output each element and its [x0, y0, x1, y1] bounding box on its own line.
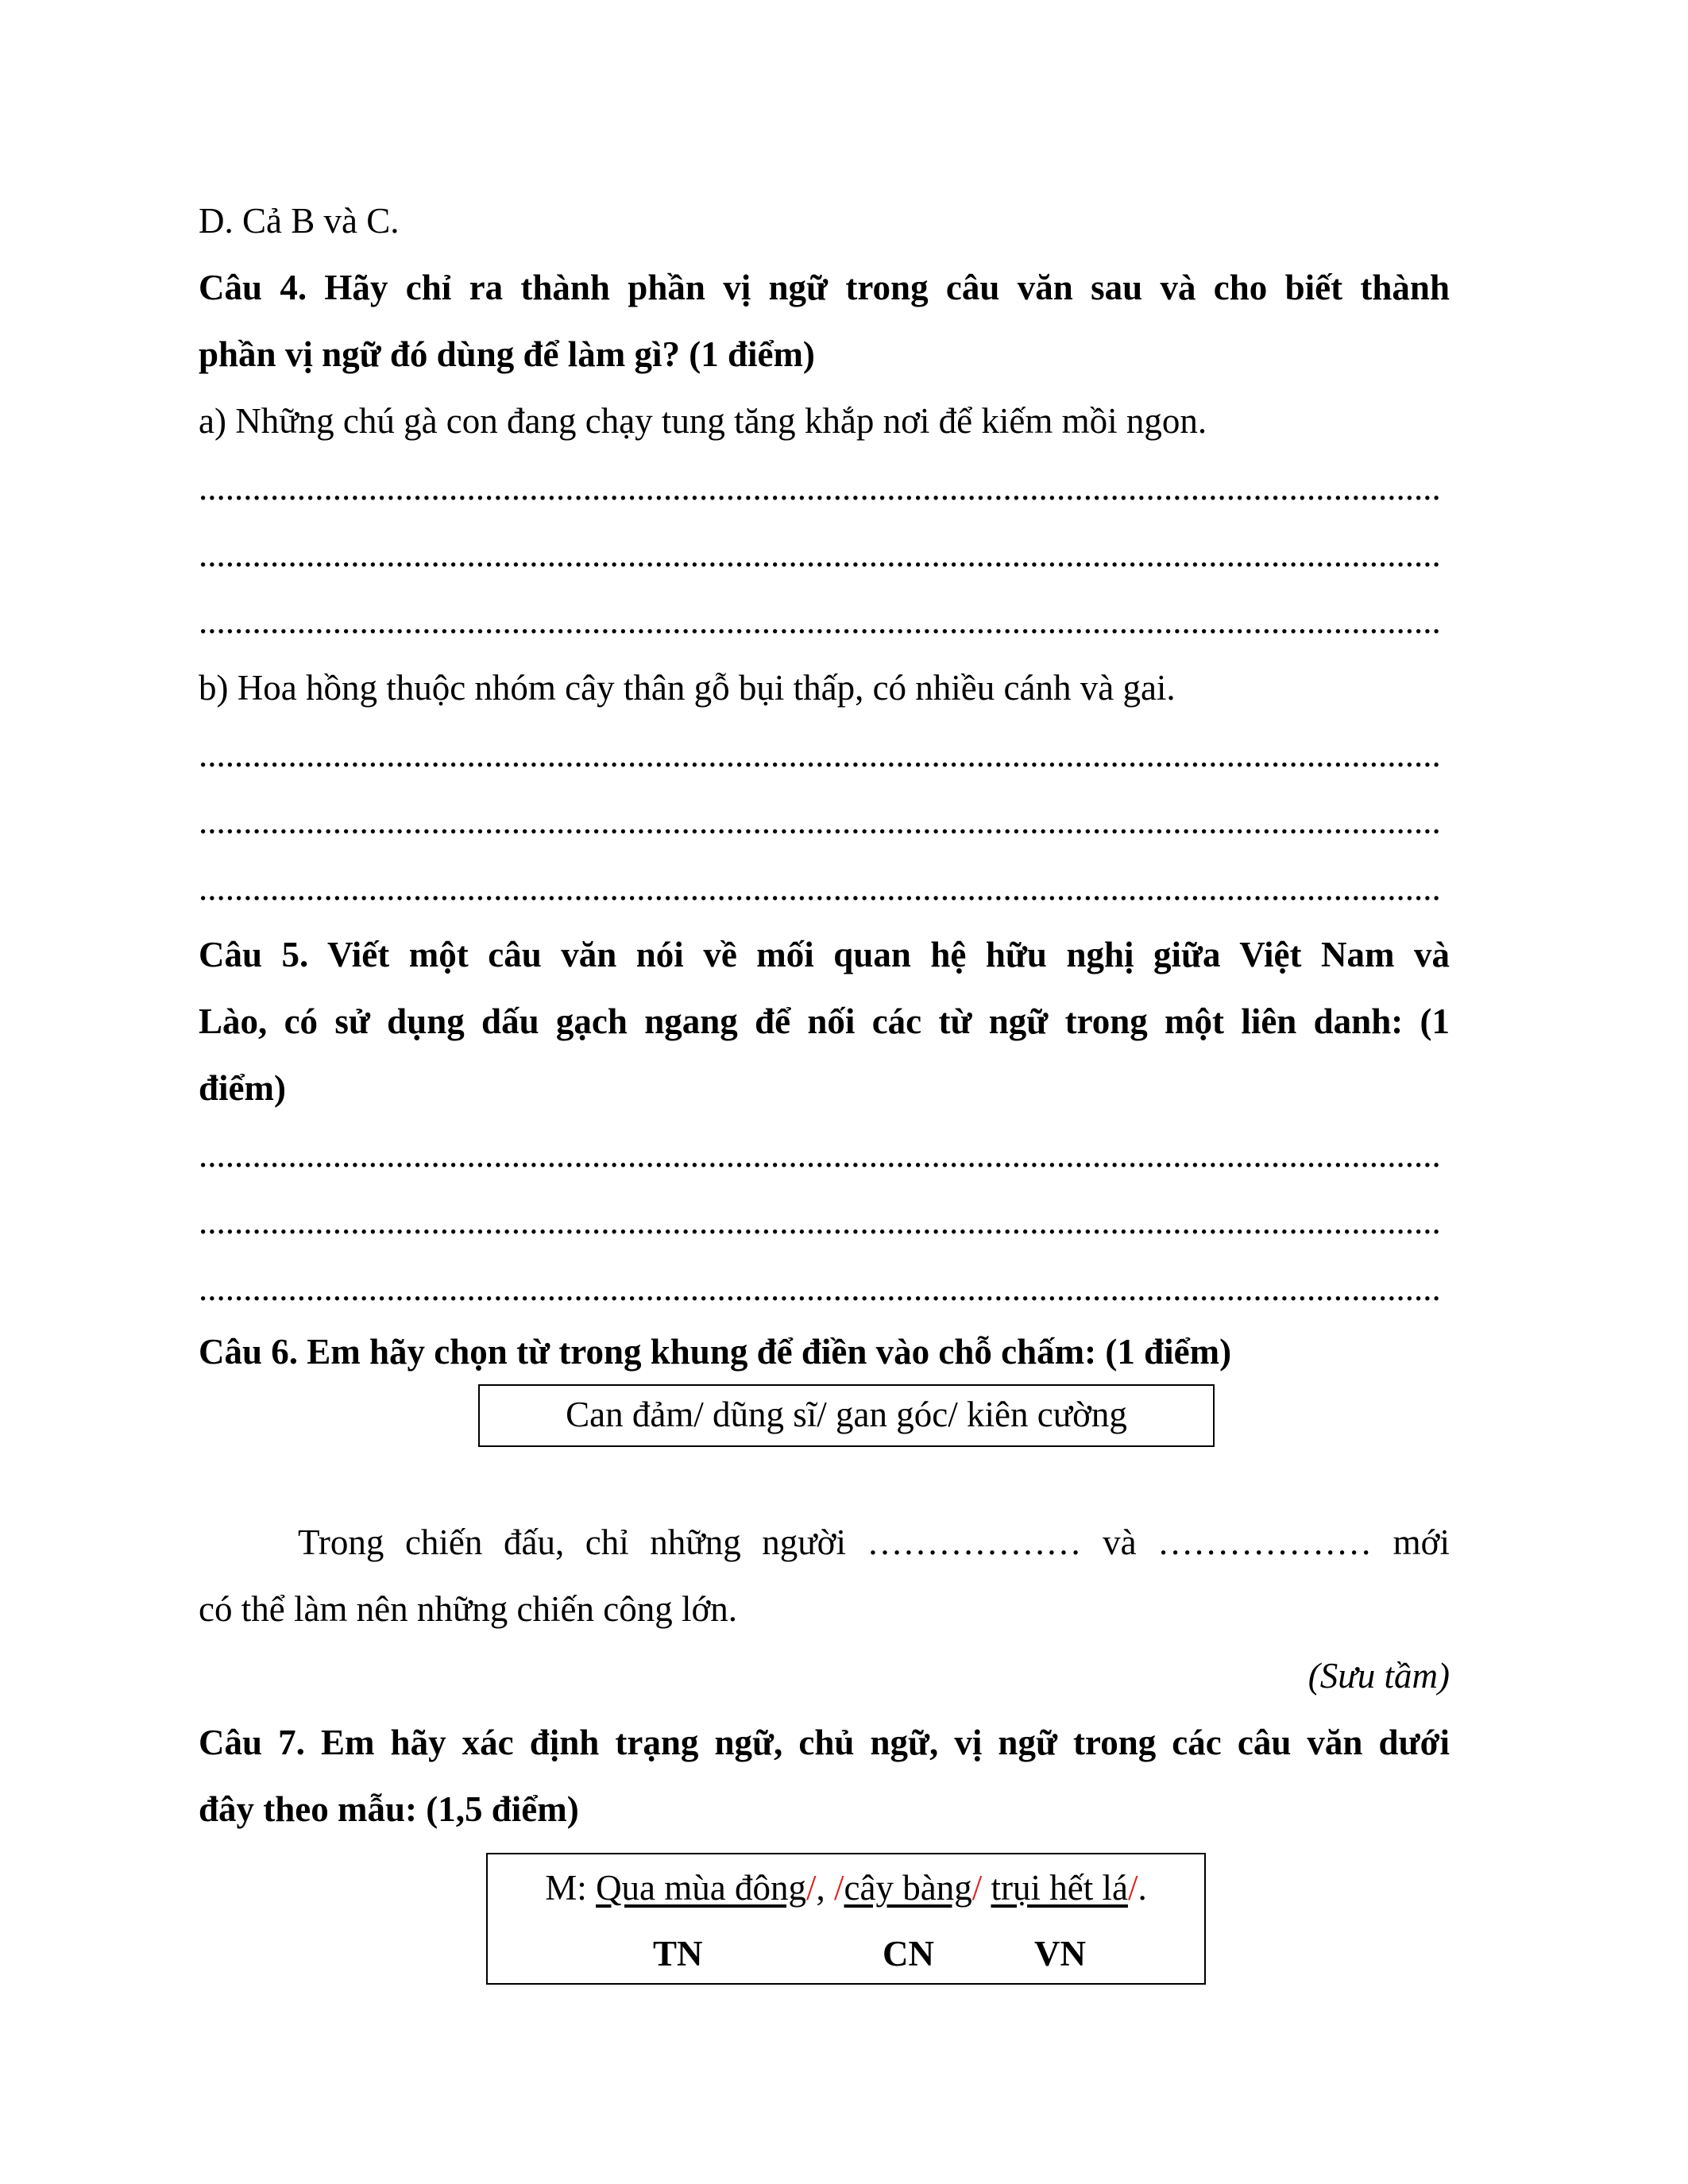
- example-trang-ngu: Qua mùa đông: [596, 1868, 807, 1908]
- example-comma: ,: [816, 1868, 835, 1908]
- example-end: .: [1138, 1868, 1147, 1908]
- q5-title-line1: Câu 5. Viết một câu văn nói về mối quan hệ hữu nghị giữa Việt Nam và: [199, 935, 1450, 974]
- q7-title-line2: đây theo mẫu: (1,5 điểm): [199, 1789, 579, 1829]
- word-box: [478, 1384, 1215, 1447]
- label-cn: CN: [883, 1934, 934, 1974]
- example-prefix: M:: [545, 1868, 597, 1908]
- label-tn: TN: [653, 1934, 703, 1974]
- example-slash: /: [1127, 1868, 1138, 1908]
- example-slash: /: [806, 1868, 817, 1908]
- q4-title-line2: phần vị ngữ đó dùng để làm gì? (1 điểm): [199, 334, 815, 374]
- answer-line[interactable]: ...........................................................................................................................................: [199, 601, 1441, 641]
- answer-line[interactable]: ...........................................................................................................................................: [199, 534, 1441, 574]
- q4-title-line1: Câu 4. Hãy chỉ ra thành phần vị ngữ trong câu văn sau và cho biết thành: [199, 268, 1450, 307]
- q5-title-line2: Lào, có sử dụng dấu gạch ngang để nối các từ ngữ trong một liên danh: (1: [199, 1001, 1450, 1041]
- answer-line[interactable]: ...........................................................................................................................................: [199, 468, 1441, 507]
- example-slash: /: [834, 1868, 844, 1908]
- example-box: [486, 1853, 1206, 1985]
- q4-sentence-a: a) Những chú gà con đang chạy tung tăng khắp nơi để kiếm mồi ngon.: [199, 401, 1207, 441]
- example-slash: /: [971, 1868, 983, 1908]
- answer-line[interactable]: ...........................................................................................................................................: [199, 1268, 1441, 1308]
- example-chu-ngu: cây bàng: [844, 1868, 972, 1908]
- q3-option-d: D. Cả B và C.: [199, 201, 400, 241]
- q5-title-line3: điểm): [199, 1068, 286, 1108]
- q7-title-line1: Câu 7. Em hãy xác định trạng ngữ, chủ ngữ, vị ngữ trong các câu văn dưới: [199, 1723, 1450, 1762]
- label-vn: VN: [1034, 1934, 1086, 1974]
- answer-line[interactable]: ...........................................................................................................................................: [199, 801, 1441, 841]
- q6-sentence-line2: có thể làm nên những chiến công lớn.: [199, 1589, 738, 1629]
- example-vi-ngu: trụi hết lá: [991, 1868, 1128, 1908]
- word-box-text: Can đảm/ dũng sĩ/ gan góc/ kiên cường: [566, 1395, 1127, 1434]
- answer-line[interactable]: ...........................................................................................................................................: [199, 868, 1441, 908]
- answer-line[interactable]: ...........................................................................................................................................: [199, 1202, 1441, 1241]
- q6-source: (Sưu tầm): [1308, 1656, 1450, 1696]
- q4-sentence-b: b) Hoa hồng thuộc nhóm cây thân gỗ bụi thấp, có nhiều cánh và gai.: [199, 668, 1176, 708]
- example-sentence: [488, 1854, 1204, 1921]
- answer-line[interactable]: ...........................................................................................................................................: [199, 735, 1441, 774]
- q6-title: Câu 6. Em hãy chọn từ trong khung để điền vào chỗ chấm: (1 điểm): [199, 1332, 1232, 1372]
- q6-sentence-line1: Trong chiến đấu, chỉ những người ……………… và ……………… mới: [298, 1522, 1450, 1562]
- answer-line[interactable]: ...........................................................................................................................................: [199, 1135, 1441, 1175]
